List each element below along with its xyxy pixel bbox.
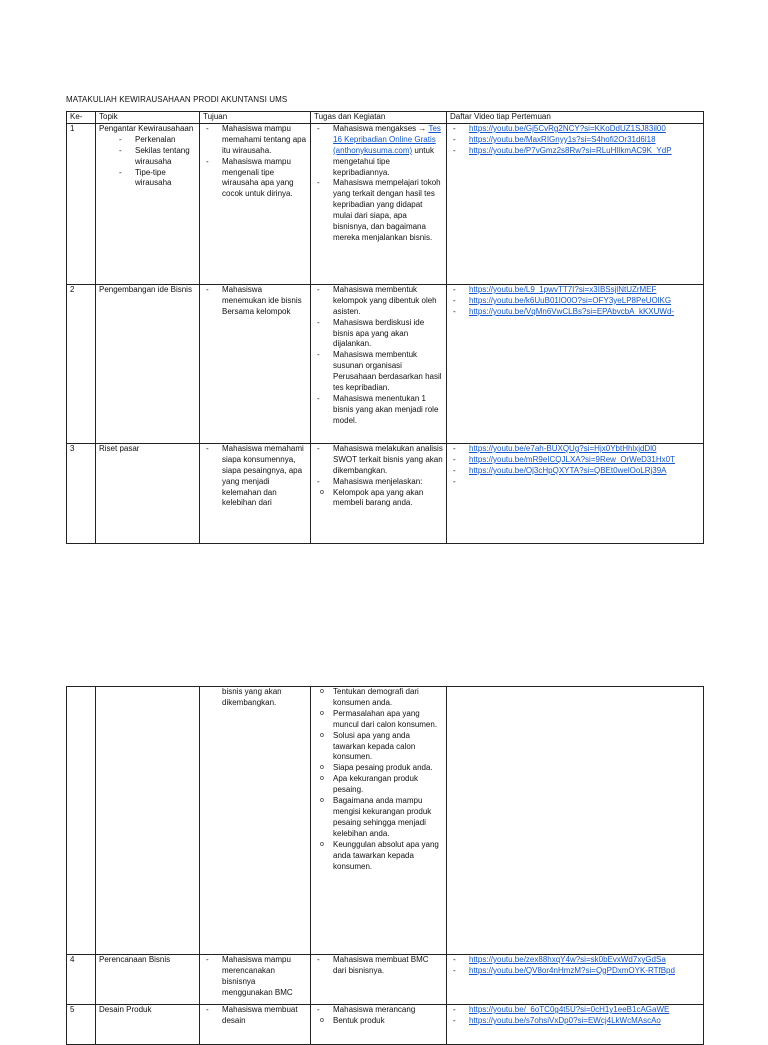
row-no: 1 bbox=[67, 123, 96, 284]
video-link[interactable]: https://youtu.be/P7vGmz2s8Rw?si=RLuHlIkmAC9K_YdP bbox=[469, 145, 672, 155]
list-item: - Mahasiswa membentuk kelompok yang dibentuk oleh asisten. bbox=[314, 285, 443, 318]
row-videos bbox=[447, 284, 704, 443]
list-item: - Perkenalan bbox=[117, 135, 196, 146]
list-item: o Siapa pesaing produk anda. bbox=[317, 763, 443, 774]
row-topic bbox=[96, 123, 200, 284]
row-tasks bbox=[311, 123, 447, 284]
list-item bbox=[450, 966, 700, 977]
task-list bbox=[314, 124, 443, 244]
video-list bbox=[450, 955, 700, 977]
task-list bbox=[314, 285, 443, 427]
list-item bbox=[450, 466, 700, 477]
table-row bbox=[67, 284, 704, 443]
list-item bbox=[450, 455, 700, 466]
list-item: o Solusi apa yang anda tawarkan kepada calon konsumen. bbox=[317, 731, 443, 764]
task-text: Mahasiswa menjelaskan: bbox=[333, 476, 423, 486]
row-no bbox=[67, 687, 96, 955]
list-item: o Bentuk produk bbox=[317, 1016, 443, 1027]
task-text: untuk mengetahui tipe kepribadiannya. bbox=[333, 145, 434, 177]
video-link[interactable]: https://youtu.be/VqMn6VwCLBs?si=EPAbvcbA_kKXUWd- bbox=[469, 306, 675, 316]
goal-list bbox=[203, 124, 307, 200]
list-item: o Keunggulan absolut apa yang anda tawarkan kepada konsumen. bbox=[317, 840, 443, 873]
row-tasks bbox=[311, 443, 447, 543]
list-item bbox=[450, 477, 700, 488]
list-item bbox=[450, 1016, 700, 1027]
list-item: - Mahasiswa menemukan ide bisnis Bersama kelompok bbox=[203, 285, 307, 318]
video-list bbox=[450, 285, 700, 318]
course-table bbox=[66, 111, 704, 544]
video-link[interactable]: https://youtu.be/QV8or4nHmzM?si=QgPDxmOYK-RTfBpd bbox=[469, 965, 675, 975]
goal-list bbox=[203, 444, 307, 509]
video-link[interactable]: https://youtu.be/s7ohsiVxDp0?si=EWcj4LkWcMAscAo bbox=[469, 1015, 661, 1025]
list-item: o Permasalahan apa yang muncul dari calon konsumen. bbox=[317, 709, 443, 731]
task-list bbox=[314, 1005, 443, 1016]
header-topic: Topik bbox=[96, 112, 200, 124]
list-item bbox=[450, 146, 700, 157]
goal-list bbox=[203, 955, 307, 999]
list-item: o Apa kekurangan produk pesaing. bbox=[317, 774, 443, 796]
video-list bbox=[450, 444, 700, 488]
video-list bbox=[450, 124, 700, 157]
list-item bbox=[450, 307, 700, 318]
row-goals bbox=[200, 955, 311, 1005]
list-item bbox=[450, 124, 700, 135]
video-link[interactable]: https://youtu.be/_6oTC0g4t5U?si=0cH1y1eeB1cAGaWE bbox=[469, 1005, 670, 1014]
goal-list bbox=[203, 285, 307, 318]
row-tasks bbox=[311, 1005, 447, 1045]
header-goal: Tujuan bbox=[200, 112, 311, 124]
list-item: o Kelompok apa yang akan membeli barang anda. bbox=[317, 488, 443, 510]
row-topic: Perencanaan Bisnis bbox=[96, 955, 200, 1005]
video-link[interactable]: https://youtu.be/Gj5CvRg2NCY?si=KKoDdUZ1SJ83il00 bbox=[469, 123, 666, 133]
row-no: 4 bbox=[67, 955, 96, 1005]
list-item: - Mahasiswa merancang bbox=[314, 1005, 443, 1016]
video-link[interactable]: https://youtu.be/zex88hxqY4w?si=sk0bEvxWd7xyGdSa bbox=[469, 955, 666, 964]
row-topic: Desain Produk bbox=[96, 1005, 200, 1045]
list-item bbox=[450, 955, 700, 966]
table-row bbox=[67, 955, 704, 1005]
row-tasks bbox=[311, 687, 447, 955]
list-item: o Tentukan demografi dari konsumen anda. bbox=[317, 687, 443, 709]
row-topic: Pengembangan ide Bisnis bbox=[96, 284, 200, 443]
row-no: 3 bbox=[67, 443, 96, 543]
list-item: - Mahasiswa membuat BMC dari bisnisnya. bbox=[314, 955, 443, 977]
list-item: - Mahasiswa mampu merencanakan bisnisnya menggunakan BMC bbox=[203, 955, 307, 999]
task-list bbox=[314, 444, 443, 488]
video-link[interactable]: https://youtu.be/mR9eICQJLXA?si=9Rew_OrWeD31Hx0T bbox=[469, 454, 675, 464]
course-table-continued bbox=[66, 686, 704, 1045]
video-link[interactable]: https://youtu.be/e7ah-BUXQUg?si=Hjx0YbtHhlxjdDl0 bbox=[469, 443, 657, 453]
row-no: 2 bbox=[67, 284, 96, 443]
row-no: 5 bbox=[67, 1005, 96, 1045]
table-row bbox=[67, 1005, 704, 1045]
row-videos bbox=[447, 955, 704, 1005]
table-row bbox=[67, 123, 704, 284]
goal-continuation: bisnis yang akan dikembangkan. bbox=[222, 687, 282, 707]
subtopic-list bbox=[117, 135, 196, 190]
row-topic: Riset pasar bbox=[96, 443, 200, 543]
row-goals bbox=[200, 443, 311, 543]
list-item bbox=[314, 477, 443, 488]
row-videos bbox=[447, 1005, 704, 1045]
row-videos bbox=[447, 443, 704, 543]
header-task: Tugas dan Kegiatan bbox=[311, 112, 447, 124]
subtask-list bbox=[317, 1016, 443, 1027]
list-item: - Mahasiswa mempelajari tokoh yang terkait dengan hasil tes kepribadian yang didapat mulai dari siapa, apa bisnisnya, dan bagaimana mereka menjalankan bisnis. bbox=[314, 178, 443, 243]
row-videos bbox=[447, 123, 704, 284]
topic-title: Pengantar Kewirausahaan bbox=[99, 123, 194, 133]
list-item bbox=[314, 124, 443, 179]
list-item: - Mahasiswa berdiskusi ide bisnis apa yang akan dijalankan. bbox=[314, 318, 443, 351]
row-goals bbox=[200, 284, 311, 443]
row-topic bbox=[96, 687, 200, 955]
header-no: Ke- bbox=[67, 112, 96, 124]
document-title: MATAKULIAH KEWIRAUSAHAAN PRODI AKUNTANSI UMS bbox=[66, 95, 288, 104]
list-item bbox=[450, 1005, 700, 1016]
task-list bbox=[314, 955, 443, 977]
video-link[interactable]: https://youtu.be/Oj3cHpQXYTA?si=QBEt0welOoLRj39A bbox=[469, 465, 667, 475]
list-item: - Mahasiswa memahami siapa konsumennya, siapa pesaingnya, apa yang menjadi kelemahan dan kelebihan dari bbox=[203, 444, 307, 509]
subtask-list bbox=[317, 687, 443, 872]
table-header-row bbox=[67, 112, 704, 124]
row-tasks bbox=[311, 955, 447, 1005]
list-item: - Mahasiswa menentukan 1 bisnis yang akan menjadi role model. bbox=[314, 394, 443, 427]
list-item: - Mahasiswa mampu memahami tentang apa itu wirausaha. bbox=[203, 124, 307, 157]
video-link[interactable]: https://youtu.be/L9_1pwvTT7I?si=x3IBSsjlNtUZrMEF bbox=[469, 284, 657, 294]
list-item: - Sekilas tentang wirausaha bbox=[117, 146, 196, 168]
list-item: - Mahasiswa mampu mengenali tipe wirausaha apa yang cocok untuk dirinya. bbox=[203, 157, 307, 201]
video-link[interactable]: https://youtu.be/k6UuB01lO0O?si=OFY3yeLP8PeUOlKG bbox=[469, 295, 672, 305]
row-goals bbox=[200, 687, 311, 955]
row-goals bbox=[200, 123, 311, 284]
video-link[interactable]: https://youtu.be/MaxRIGnyy1s?si=S4hofi2Or31d6l18 bbox=[469, 134, 656, 144]
row-tasks bbox=[311, 284, 447, 443]
list-item: - Mahasiswa membuat desain bbox=[203, 1005, 307, 1027]
task-text: Mahasiswa mengakses → bbox=[333, 123, 427, 133]
row-goals bbox=[200, 1005, 311, 1045]
list-item: o Bagaimana anda mampu mengisi kekurangan produk pesaing sehingga menjadi kelebihan anda. bbox=[317, 796, 443, 840]
list-item bbox=[450, 296, 700, 307]
row-videos bbox=[447, 687, 704, 955]
header-video: Daftar Video tiap Pertemuan bbox=[447, 112, 704, 124]
list-item bbox=[450, 135, 700, 146]
list-item: - Mahasiswa melakukan analisis SWOT terkait bisnis yang akan dikembangkan. bbox=[314, 444, 443, 477]
personality-test-link[interactable]: Tes 16 Kepribadian Online Gratis (anthonykusuma.com) bbox=[333, 123, 441, 155]
subtask-list bbox=[317, 488, 443, 510]
table-row bbox=[67, 443, 704, 543]
list-item bbox=[450, 444, 700, 455]
list-item: - Mahasiswa membentuk susunan organisasi Perusahaan berdasarkan hasil tes kepribadian. bbox=[314, 350, 443, 394]
list-item: - Tipe-tipe wirausaha bbox=[117, 168, 196, 190]
list-item bbox=[450, 285, 700, 296]
table-row bbox=[67, 687, 704, 955]
